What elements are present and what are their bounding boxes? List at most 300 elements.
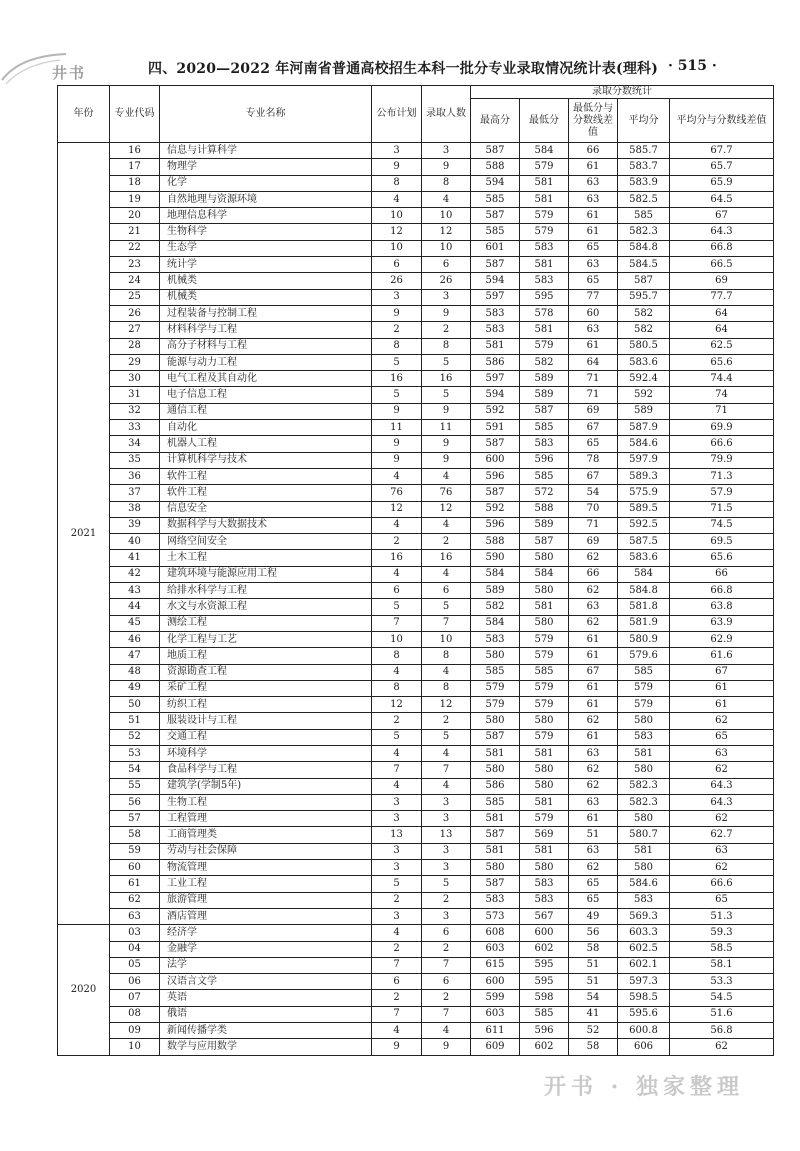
plan-cell: 7 bbox=[372, 615, 422, 631]
diff-cell: 63 bbox=[569, 745, 618, 761]
code-cell: 60 bbox=[110, 860, 160, 876]
admitted-cell: 10 bbox=[422, 631, 471, 647]
avg-cell: 584.5 bbox=[618, 257, 670, 273]
plan-cell: 6 bbox=[372, 583, 422, 599]
avg-cell: 597.3 bbox=[618, 974, 670, 990]
avg-cell: 595.7 bbox=[618, 289, 670, 305]
avg-diff-cell: 66.5 bbox=[670, 257, 774, 273]
admitted-cell: 4 bbox=[422, 517, 471, 533]
avg-cell: 582 bbox=[618, 322, 670, 338]
admitted-cell: 12 bbox=[422, 224, 471, 240]
name-cell: 化学 bbox=[160, 175, 372, 191]
admitted-cell: 3 bbox=[422, 908, 471, 924]
avg-cell: 585.7 bbox=[618, 143, 670, 159]
avg-cell: 579.6 bbox=[618, 648, 670, 664]
avg-cell: 606 bbox=[618, 1039, 670, 1055]
plan-cell: 4 bbox=[372, 517, 422, 533]
min-cell: 581 bbox=[520, 175, 569, 191]
plan-cell: 3 bbox=[372, 811, 422, 827]
table-row bbox=[58, 371, 774, 387]
avg-diff-cell: 62.5 bbox=[670, 338, 774, 354]
min-cell: 595 bbox=[520, 289, 569, 305]
min-cell: 579 bbox=[520, 729, 569, 745]
max-cell: 579 bbox=[471, 697, 520, 713]
diff-cell: 54 bbox=[569, 990, 618, 1006]
admission-table bbox=[57, 85, 774, 1056]
name-cell: 机械类 bbox=[160, 273, 372, 289]
plan-cell: 13 bbox=[372, 827, 422, 843]
code-cell: 07 bbox=[110, 990, 160, 1006]
plan-cell: 12 bbox=[372, 224, 422, 240]
min-cell: 580 bbox=[520, 762, 569, 778]
name-cell: 旅游管理 bbox=[160, 892, 372, 908]
avg-diff-cell: 58.5 bbox=[670, 941, 774, 957]
code-cell: 63 bbox=[110, 908, 160, 924]
min-cell: 569 bbox=[520, 827, 569, 843]
min-cell: 585 bbox=[520, 468, 569, 484]
max-cell: 587 bbox=[471, 827, 520, 843]
avg-diff-cell: 65.7 bbox=[670, 159, 774, 175]
name-cell: 服装设计与工程 bbox=[160, 713, 372, 729]
name-cell: 工商管理类 bbox=[160, 827, 372, 843]
plan-cell: 9 bbox=[372, 452, 422, 468]
col-plan: 公布计划 bbox=[372, 86, 422, 143]
diff-cell: 62 bbox=[569, 762, 618, 778]
min-cell: 585 bbox=[520, 420, 569, 436]
name-cell: 水文与水资源工程 bbox=[160, 599, 372, 615]
code-cell: 50 bbox=[110, 697, 160, 713]
avg-diff-cell: 66.6 bbox=[670, 436, 774, 452]
code-cell: 38 bbox=[110, 501, 160, 517]
diff-cell: 63 bbox=[569, 322, 618, 338]
admitted-cell: 4 bbox=[422, 191, 471, 207]
diff-cell: 61 bbox=[569, 697, 618, 713]
name-cell: 高分子材料与工程 bbox=[160, 338, 372, 354]
avg-cell: 582 bbox=[618, 305, 670, 321]
name-cell: 资源勘查工程 bbox=[160, 664, 372, 680]
plan-cell: 8 bbox=[372, 338, 422, 354]
min-cell: 600 bbox=[520, 925, 569, 941]
max-cell: 587 bbox=[471, 208, 520, 224]
code-cell: 61 bbox=[110, 876, 160, 892]
max-cell: 587 bbox=[471, 729, 520, 745]
code-cell: 58 bbox=[110, 827, 160, 843]
diff-cell: 58 bbox=[569, 1039, 618, 1055]
code-cell: 45 bbox=[110, 615, 160, 631]
avg-diff-cell: 64 bbox=[670, 322, 774, 338]
code-cell: 53 bbox=[110, 745, 160, 761]
avg-cell: 581.8 bbox=[618, 599, 670, 615]
avg-cell: 600.8 bbox=[618, 1023, 670, 1039]
code-cell: 24 bbox=[110, 273, 160, 289]
max-cell: 603 bbox=[471, 941, 520, 957]
max-cell: 581 bbox=[471, 745, 520, 761]
avg-diff-cell: 63.9 bbox=[670, 615, 774, 631]
table-body bbox=[58, 143, 774, 1056]
avg-cell: 580 bbox=[618, 811, 670, 827]
min-cell: 583 bbox=[520, 892, 569, 908]
table-row bbox=[58, 843, 774, 859]
admitted-cell: 6 bbox=[422, 974, 471, 990]
admitted-cell: 8 bbox=[422, 680, 471, 696]
avg-diff-cell: 69.5 bbox=[670, 534, 774, 550]
avg-cell: 582.3 bbox=[618, 794, 670, 810]
table-row bbox=[58, 697, 774, 713]
avg-cell: 583 bbox=[618, 729, 670, 745]
table-row bbox=[58, 305, 774, 321]
diff-cell: 61 bbox=[569, 631, 618, 647]
min-cell: 580 bbox=[520, 583, 569, 599]
admitted-cell: 7 bbox=[422, 615, 471, 631]
avg-cell: 587.9 bbox=[618, 420, 670, 436]
code-cell: 30 bbox=[110, 371, 160, 387]
code-cell: 29 bbox=[110, 354, 160, 370]
avg-diff-cell: 51.3 bbox=[670, 908, 774, 924]
admitted-cell: 6 bbox=[422, 925, 471, 941]
code-cell: 55 bbox=[110, 778, 160, 794]
avg-cell: 575.9 bbox=[618, 485, 670, 501]
name-cell: 软件工程 bbox=[160, 485, 372, 501]
code-cell: 20 bbox=[110, 208, 160, 224]
name-cell: 建筑学(学制5年) bbox=[160, 778, 372, 794]
avg-diff-cell: 77.7 bbox=[670, 289, 774, 305]
code-cell: 17 bbox=[110, 159, 160, 175]
plan-cell: 10 bbox=[372, 208, 422, 224]
min-cell: 585 bbox=[520, 664, 569, 680]
min-cell: 579 bbox=[520, 159, 569, 175]
avg-diff-cell: 62.7 bbox=[670, 827, 774, 843]
avg-cell: 581 bbox=[618, 745, 670, 761]
min-cell: 596 bbox=[520, 1023, 569, 1039]
year-cell: 2021 bbox=[58, 143, 110, 925]
table-row bbox=[58, 1039, 774, 1055]
avg-cell: 595.6 bbox=[618, 1006, 670, 1022]
avg-diff-cell: 54.5 bbox=[670, 990, 774, 1006]
admitted-cell: 5 bbox=[422, 354, 471, 370]
avg-diff-cell: 66.8 bbox=[670, 240, 774, 256]
col-max: 最高分 bbox=[471, 99, 520, 143]
avg-cell: 583.7 bbox=[618, 159, 670, 175]
name-cell: 生物工程 bbox=[160, 794, 372, 810]
max-cell: 603 bbox=[471, 1006, 520, 1022]
admitted-cell: 5 bbox=[422, 387, 471, 403]
min-cell: 581 bbox=[520, 191, 569, 207]
name-cell: 生物科学 bbox=[160, 224, 372, 240]
admitted-cell: 8 bbox=[422, 648, 471, 664]
page-title: 四、2020—2022 年河南省普通高校招生本科一批分专业录取情况统计表(理科) bbox=[148, 61, 659, 77]
admitted-cell: 9 bbox=[422, 436, 471, 452]
code-cell: 26 bbox=[110, 305, 160, 321]
table-row bbox=[58, 224, 774, 240]
avg-cell: 581 bbox=[618, 843, 670, 859]
avg-cell: 585 bbox=[618, 664, 670, 680]
code-cell: 05 bbox=[110, 957, 160, 973]
table-row bbox=[58, 208, 774, 224]
diff-cell: 52 bbox=[569, 1023, 618, 1039]
diff-cell: 78 bbox=[569, 452, 618, 468]
avg-diff-cell: 66 bbox=[670, 566, 774, 582]
min-cell: 583 bbox=[520, 876, 569, 892]
code-cell: 18 bbox=[110, 175, 160, 191]
plan-cell: 9 bbox=[372, 436, 422, 452]
admitted-cell: 12 bbox=[422, 501, 471, 517]
avg-cell: 580 bbox=[618, 860, 670, 876]
min-cell: 589 bbox=[520, 371, 569, 387]
plan-cell: 7 bbox=[372, 762, 422, 778]
avg-diff-cell: 61 bbox=[670, 697, 774, 713]
table-row bbox=[58, 631, 774, 647]
avg-cell: 584.8 bbox=[618, 583, 670, 599]
avg-diff-cell: 63.8 bbox=[670, 599, 774, 615]
max-cell: 597 bbox=[471, 289, 520, 305]
diff-cell: 41 bbox=[569, 1006, 618, 1022]
table-row bbox=[58, 811, 774, 827]
min-cell: 580 bbox=[520, 550, 569, 566]
diff-cell: 60 bbox=[569, 305, 618, 321]
table-row bbox=[58, 420, 774, 436]
avg-diff-cell: 63 bbox=[670, 745, 774, 761]
max-cell: 587 bbox=[471, 436, 520, 452]
plan-cell: 8 bbox=[372, 648, 422, 664]
avg-diff-cell: 62.9 bbox=[670, 631, 774, 647]
max-cell: 587 bbox=[471, 876, 520, 892]
diff-cell: 71 bbox=[569, 371, 618, 387]
diff-cell: 58 bbox=[569, 941, 618, 957]
name-cell: 经济学 bbox=[160, 925, 372, 941]
plan-cell: 2 bbox=[372, 534, 422, 550]
diff-cell: 67 bbox=[569, 664, 618, 680]
table-row bbox=[58, 648, 774, 664]
plan-cell: 5 bbox=[372, 729, 422, 745]
plan-cell: 3 bbox=[372, 908, 422, 924]
avg-diff-cell: 71.3 bbox=[670, 468, 774, 484]
col-code: 专业代码 bbox=[110, 86, 160, 143]
admitted-cell: 7 bbox=[422, 1006, 471, 1022]
code-cell: 04 bbox=[110, 941, 160, 957]
avg-diff-cell: 74.4 bbox=[670, 371, 774, 387]
avg-diff-cell: 63 bbox=[670, 843, 774, 859]
table-row bbox=[58, 615, 774, 631]
min-cell: 581 bbox=[520, 794, 569, 810]
name-cell: 工业工程 bbox=[160, 876, 372, 892]
admitted-cell: 26 bbox=[422, 273, 471, 289]
min-cell: 589 bbox=[520, 387, 569, 403]
diff-cell: 51 bbox=[569, 974, 618, 990]
avg-diff-cell: 64.3 bbox=[670, 224, 774, 240]
name-cell: 交通工程 bbox=[160, 729, 372, 745]
col-avg-diff: 平均分与分数线差值 bbox=[670, 99, 774, 143]
table-row bbox=[58, 957, 774, 973]
avg-diff-cell: 71.5 bbox=[670, 501, 774, 517]
max-cell: 601 bbox=[471, 240, 520, 256]
avg-diff-cell: 64.3 bbox=[670, 794, 774, 810]
diff-cell: 49 bbox=[569, 908, 618, 924]
min-cell: 595 bbox=[520, 957, 569, 973]
name-cell: 化学工程与工艺 bbox=[160, 631, 372, 647]
max-cell: 587 bbox=[471, 485, 520, 501]
name-cell: 数学与应用数学 bbox=[160, 1039, 372, 1055]
avg-diff-cell: 69.9 bbox=[670, 420, 774, 436]
max-cell: 611 bbox=[471, 1023, 520, 1039]
name-cell: 金融学 bbox=[160, 941, 372, 957]
max-cell: 585 bbox=[471, 794, 520, 810]
max-cell: 583 bbox=[471, 322, 520, 338]
plan-cell: 8 bbox=[372, 175, 422, 191]
name-cell: 给排水科学与工程 bbox=[160, 583, 372, 599]
avg-cell: 580.5 bbox=[618, 338, 670, 354]
avg-diff-cell: 65 bbox=[670, 729, 774, 745]
avg-diff-cell: 62 bbox=[670, 713, 774, 729]
table-row bbox=[58, 729, 774, 745]
table-row bbox=[58, 143, 774, 159]
code-cell: 49 bbox=[110, 680, 160, 696]
name-cell: 能源与动力工程 bbox=[160, 354, 372, 370]
diff-cell: 77 bbox=[569, 289, 618, 305]
code-cell: 33 bbox=[110, 420, 160, 436]
name-cell: 机械类 bbox=[160, 289, 372, 305]
code-cell: 52 bbox=[110, 729, 160, 745]
min-cell: 580 bbox=[520, 778, 569, 794]
admitted-cell: 5 bbox=[422, 599, 471, 615]
admitted-cell: 6 bbox=[422, 257, 471, 273]
name-cell: 英语 bbox=[160, 990, 372, 1006]
table-row bbox=[58, 680, 774, 696]
plan-cell: 11 bbox=[372, 420, 422, 436]
diff-cell: 62 bbox=[569, 778, 618, 794]
avg-diff-cell: 66.8 bbox=[670, 583, 774, 599]
name-cell: 新闻传播学类 bbox=[160, 1023, 372, 1039]
admitted-cell: 10 bbox=[422, 240, 471, 256]
admitted-cell: 13 bbox=[422, 827, 471, 843]
name-cell: 环境科学 bbox=[160, 745, 372, 761]
diff-cell: 62 bbox=[569, 615, 618, 631]
diff-cell: 71 bbox=[569, 517, 618, 533]
diff-cell: 65 bbox=[569, 876, 618, 892]
plan-cell: 3 bbox=[372, 794, 422, 810]
avg-cell: 580 bbox=[618, 713, 670, 729]
code-cell: 36 bbox=[110, 468, 160, 484]
plan-cell: 2 bbox=[372, 322, 422, 338]
table-row bbox=[58, 550, 774, 566]
avg-diff-cell: 74.5 bbox=[670, 517, 774, 533]
name-cell: 工程管理 bbox=[160, 811, 372, 827]
max-cell: 589 bbox=[471, 583, 520, 599]
plan-cell: 3 bbox=[372, 289, 422, 305]
table-row bbox=[58, 240, 774, 256]
admitted-cell: 16 bbox=[422, 550, 471, 566]
name-cell: 法学 bbox=[160, 957, 372, 973]
plan-cell: 9 bbox=[372, 403, 422, 419]
avg-diff-cell: 79.9 bbox=[670, 452, 774, 468]
max-cell: 599 bbox=[471, 990, 520, 1006]
code-cell: 06 bbox=[110, 974, 160, 990]
admitted-cell: 8 bbox=[422, 175, 471, 191]
min-cell: 602 bbox=[520, 1039, 569, 1055]
diff-cell: 69 bbox=[569, 534, 618, 550]
plan-cell: 16 bbox=[372, 550, 422, 566]
min-cell: 587 bbox=[520, 534, 569, 550]
table-row bbox=[58, 273, 774, 289]
diff-cell: 65 bbox=[569, 436, 618, 452]
table-row bbox=[58, 713, 774, 729]
min-cell: 588 bbox=[520, 501, 569, 517]
col-min: 最低分 bbox=[520, 99, 569, 143]
max-cell: 584 bbox=[471, 615, 520, 631]
max-cell: 594 bbox=[471, 387, 520, 403]
code-cell: 54 bbox=[110, 762, 160, 778]
table-row bbox=[58, 745, 774, 761]
code-cell: 09 bbox=[110, 1023, 160, 1039]
admitted-cell: 4 bbox=[422, 664, 471, 680]
diff-cell: 61 bbox=[569, 208, 618, 224]
admitted-cell: 10 bbox=[422, 208, 471, 224]
avg-diff-cell: 58.1 bbox=[670, 957, 774, 973]
code-cell: 51 bbox=[110, 713, 160, 729]
plan-cell: 9 bbox=[372, 159, 422, 175]
diff-cell: 56 bbox=[569, 925, 618, 941]
diff-cell: 70 bbox=[569, 501, 618, 517]
max-cell: 597 bbox=[471, 371, 520, 387]
table-row bbox=[58, 599, 774, 615]
diff-cell: 63 bbox=[569, 843, 618, 859]
plan-cell: 5 bbox=[372, 599, 422, 615]
diff-cell: 61 bbox=[569, 338, 618, 354]
admitted-cell: 3 bbox=[422, 143, 471, 159]
avg-cell: 583.6 bbox=[618, 550, 670, 566]
min-cell: 580 bbox=[520, 615, 569, 631]
name-cell: 统计学 bbox=[160, 257, 372, 273]
watermark: 开书 · 独家整理 bbox=[544, 1074, 744, 1100]
avg-diff-cell: 66.6 bbox=[670, 876, 774, 892]
code-cell: 22 bbox=[110, 240, 160, 256]
diff-cell: 65 bbox=[569, 892, 618, 908]
col-diff: 最低分与分数线差值 bbox=[569, 99, 618, 143]
min-cell: 579 bbox=[520, 697, 569, 713]
admitted-cell: 2 bbox=[422, 892, 471, 908]
diff-cell: 62 bbox=[569, 860, 618, 876]
diff-cell: 62 bbox=[569, 713, 618, 729]
min-cell: 587 bbox=[520, 403, 569, 419]
name-cell: 建筑环境与能源应用工程 bbox=[160, 566, 372, 582]
table-row bbox=[58, 387, 774, 403]
table-row bbox=[58, 517, 774, 533]
max-cell: 580 bbox=[471, 713, 520, 729]
table-row bbox=[58, 892, 774, 908]
avg-diff-cell: 62 bbox=[670, 1039, 774, 1055]
name-cell: 纺织工程 bbox=[160, 697, 372, 713]
code-cell: 10 bbox=[110, 1039, 160, 1055]
name-cell: 测绘工程 bbox=[160, 615, 372, 631]
max-cell: 600 bbox=[471, 974, 520, 990]
plan-cell: 2 bbox=[372, 941, 422, 957]
name-cell: 自然地理与资源环境 bbox=[160, 191, 372, 207]
avg-diff-cell: 62 bbox=[670, 762, 774, 778]
col-avg: 平均分 bbox=[618, 99, 670, 143]
plan-cell: 10 bbox=[372, 631, 422, 647]
admitted-cell: 4 bbox=[422, 745, 471, 761]
diff-cell: 61 bbox=[569, 224, 618, 240]
table-row bbox=[58, 974, 774, 990]
admitted-cell: 3 bbox=[422, 289, 471, 305]
code-cell: 21 bbox=[110, 224, 160, 240]
avg-cell: 584.8 bbox=[618, 240, 670, 256]
avg-diff-cell: 69 bbox=[670, 273, 774, 289]
admitted-cell: 2 bbox=[422, 534, 471, 550]
code-cell: 47 bbox=[110, 648, 160, 664]
max-cell: 608 bbox=[471, 925, 520, 941]
diff-cell: 64 bbox=[569, 354, 618, 370]
avg-cell: 584.6 bbox=[618, 876, 670, 892]
